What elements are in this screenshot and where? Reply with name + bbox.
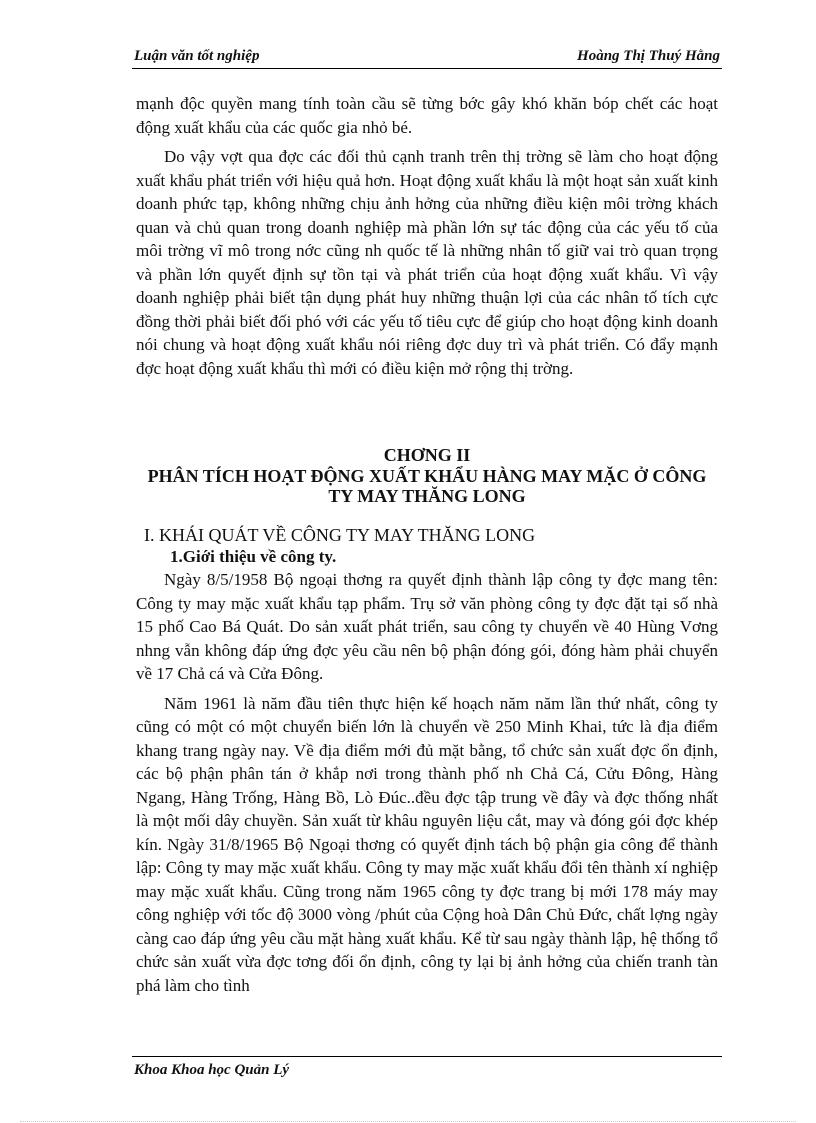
chapter-title: PHÂN TÍCH HOẠT ĐỘNG XUẤT KHẨU HÀNG MAY MẶC Ở CÔNG TY MAY THĂNG LONG (147, 466, 707, 506)
page-bottom-border (20, 1121, 796, 1122)
paragraph-founding: Ngày 8/5/1958 Bộ ngoại thơng ra quyết định thành lập công ty đợc mang tên: Công ty may mặc xuất khẩu tạp phẩm. Trụ sở văn phòng công ty đợc đặt tại số nhà 15 phố Cao Bá Quát. Do sản xuất phát triển, sau công ty chuyển về 40 Hùng Vơng nhng vẫn không đáp ứng đợc yêu cầu nên bộ phận đóng gói, đóng hàm phải chuyển về 17 Chả cá và Cửa Đông. (136, 570, 718, 683)
paragraph-history-1961: Năm 1961 là năm đầu tiên thực hiện kế hoạch năm năm lần thứ nhất, công ty cũng có một có một chuyển biến lớn là chuyển về 250 Minh Khai, tức là địa điểm khang trang ngày nay. Về địa điểm mới đủ mặt bằng, tổ chức sản xuất đợc ổn định, các bộ phận phân tán ở khắp nơi trong thành phố nh Chả Cá, Cửu Đông, Hàng Ngang, Hàng Trống, Hàng Bồ, Lò Đúc..đều đợc tập trung về đây và đợc thống nhất là một mối dây chuyền. Sản xuất từ khâu nguyên liệu cắt, may và đóng gói đợc khép kín. Ngày 31/8/1965 Bộ Ngoại thơng có quyết định tách bộ phận gia công để thành lập: Công ty may mặc xuất khẩu. Công ty may mặc xuất khẩu đổi tên thành xí nghiệp may mặc xuất khẩu. Cũng trong năm 1965 công ty đợc trang bị mới 178 máy may công nghiệp với tốc độ 3000 vòng /phút của Cộng hoà Dân Chủ Đức, chất lợng ngày càng cao đáp ứng yêu cầu mặt hàng xuất khẩu. Kể từ sau ngày thành lập, hệ thống tổ chức sản xuất vừa đợc tơng đối ổn định, công ty lại bị ảnh hởng của chiến tranh tàn phá làm cho tình (136, 693, 718, 995)
header-author-name: Hoàng Thị Thuý Hằng (577, 48, 720, 64)
page-footer: Khoa Khoa học Quản Lý (134, 1062, 290, 1078)
footer-divider (132, 1056, 722, 1057)
paragraph-continuation: mạnh độc quyền mang tính toàn cầu sẽ từng bớc gây khó khăn bóp chết các hoạt động xuất khẩu của các quốc gia nhỏ bé. (136, 94, 718, 137)
paragraph-competition: Do vậy vợt qua đợc các đối thủ cạnh tranh trên thị trờng sẽ làm cho hoạt động xuất khẩu phát triển với hiệu quả hơn. Hoạt động xuất khẩu là một hoạt sản xuất kinh doanh phức tạp, không những chịu ảnh hởng của những điều kiện môi trờng khách quan và chủ quan trong doanh nghiệp mà phần lớn sự tác động của các yếu tố của môi trờng vĩ mô trong nớc cũng nh quốc tế là những nhân tố giữ vai trò quan trọng và phần lớn quyết định sự tồn tại và phát triển của hoạt động xuất khẩu. Vì vậy doanh nghiệp phải biết tận dụng phát huy những thuận lợi của các nhân tố tích cực đồng thời phải biết đối phó với các yếu tố tiêu cực để giúp cho hoạt động kinh doanh nói chung và hoạt động xuất khẩu nói riêng đợc duy trì và phát triển. Có đẩy mạnh đợc hoạt động xuất khẩu thì mới có điều kiện mở rộng thị trờng. (136, 147, 718, 378)
document-body (136, 92, 718, 997)
page-header (132, 44, 722, 69)
section-heading: I. KHÁI QUÁT VỀ CÔNG TY MAY THĂNG LONG (144, 525, 536, 545)
subsection-heading: 1.Giới thiệu về công ty. (170, 547, 337, 566)
header-thesis-label: Luận văn tốt nghiệp (134, 48, 260, 64)
chapter-number: CHƠNG II (383, 445, 471, 465)
